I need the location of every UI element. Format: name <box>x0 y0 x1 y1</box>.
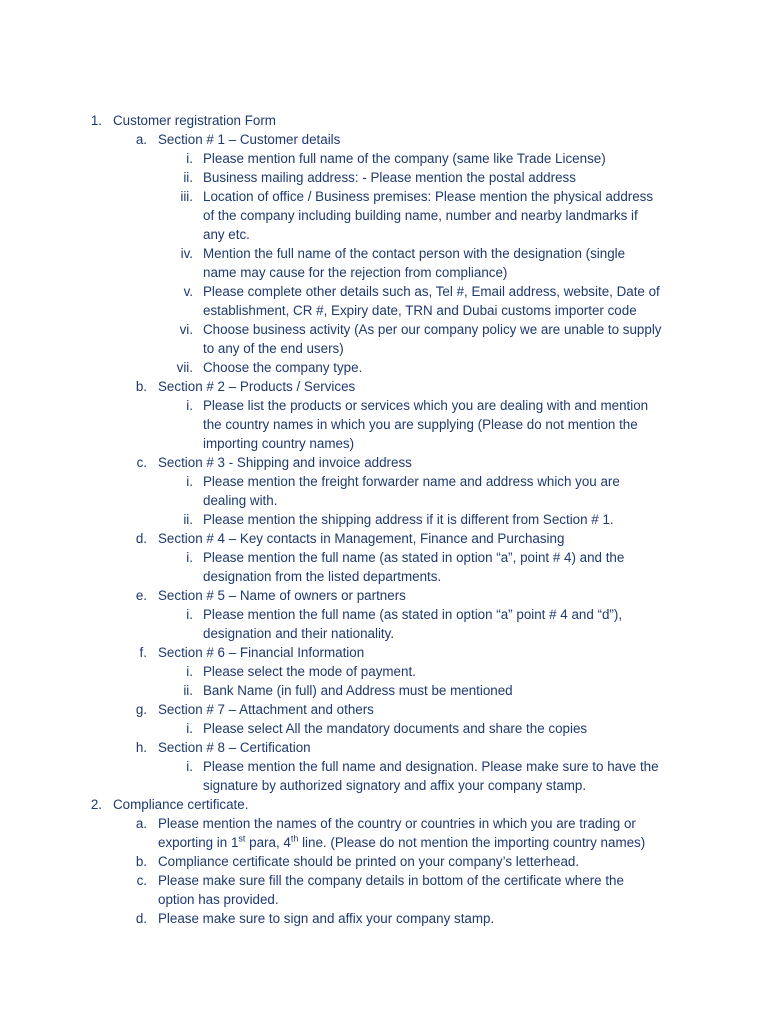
list-marker: 2. <box>90 797 102 812</box>
list-marker: iv. <box>180 246 193 261</box>
list-marker: i. <box>186 398 193 413</box>
list-item <box>0 814 768 833</box>
list-item <box>0 130 768 149</box>
list-marker: iii. <box>180 189 193 204</box>
list-item-text: designation from the listed departments. <box>203 569 442 584</box>
list-marker: i. <box>186 474 193 489</box>
list-marker: vi. <box>179 322 193 337</box>
list-item-text: Customer registration Form <box>113 113 276 128</box>
list-marker: b. <box>135 379 147 394</box>
list-item <box>0 396 768 415</box>
list-item-text: Section # 1 – Customer details <box>158 132 341 147</box>
list-item-text: Business mailing address: - Please mention the postal address <box>203 170 576 185</box>
list-item-text: importing country names) <box>203 436 355 451</box>
list-item <box>0 244 768 263</box>
list-item-text: Please mention the freight forwarder name and address which you are <box>203 474 620 489</box>
list-marker: i. <box>186 759 193 774</box>
list-marker: i. <box>186 664 193 679</box>
list-marker: ii. <box>183 512 193 527</box>
list-marker: a. <box>135 132 147 147</box>
list-marker: e. <box>135 588 147 603</box>
list-marker: a. <box>135 816 147 831</box>
list-item-text: designation and their nationality. <box>203 626 395 641</box>
list-item-text: Section # 4 – Key contacts in Management, Finance and Purchasing <box>158 531 565 546</box>
list-item-continuation <box>0 206 768 225</box>
list-item-text: Please list the products or services which you are dealing with and mention <box>203 398 649 413</box>
list-item-continuation <box>0 833 768 852</box>
list-item-text: Please mention the full name (as stated in option “a” point # 4 and “d”), <box>203 607 623 622</box>
list-item <box>0 377 768 396</box>
list-marker: i. <box>186 607 193 622</box>
list-item-continuation <box>0 263 768 282</box>
list-item-text: Please mention full name of the company (same like Trade License) <box>203 151 606 166</box>
list-item <box>0 187 768 206</box>
list-item <box>0 662 768 681</box>
list-item-continuation <box>0 624 768 643</box>
list-item-text: Please mention the names of the country or countries in which you are trading or <box>158 816 636 831</box>
list-item <box>0 719 768 738</box>
list-item <box>0 453 768 472</box>
list-item <box>0 700 768 719</box>
list-marker: g. <box>135 702 147 717</box>
list-marker: vii. <box>176 360 193 375</box>
list-item-continuation <box>0 415 768 434</box>
list-item <box>0 643 768 662</box>
list-item-text: Please make sure to sign and affix your company stamp. <box>158 911 495 926</box>
list-marker: ii. <box>183 683 193 698</box>
list-marker: d. <box>135 911 147 926</box>
list-item-text: of the company including building name, number and nearby landmarks if <box>203 208 638 223</box>
list-item <box>0 605 768 624</box>
list-item <box>0 529 768 548</box>
list-item <box>0 320 768 339</box>
list-marker: i. <box>186 721 193 736</box>
list-item-text: dealing with. <box>203 493 278 508</box>
list-item-continuation <box>0 491 768 510</box>
list-item-text: Bank Name (in full) and Address must be mentioned <box>203 683 513 698</box>
list-item <box>0 852 768 871</box>
list-item <box>0 871 768 890</box>
list-item-text: Section # 7 – Attachment and others <box>158 702 374 717</box>
list-item-text: exporting in 1st para, 4th line. (Please do not mention the importing country names) <box>158 833 646 850</box>
list-item-text: Compliance certificate should be printed on your company’s letterhead. <box>158 854 580 869</box>
list-item <box>0 168 768 187</box>
list-item-text: Choose business activity (As per our company policy we are unable to supply <box>203 322 662 337</box>
list-item-text: Choose the company type. <box>203 360 363 375</box>
list-item-text: Please select All the mandatory documents and share the copies <box>203 721 588 736</box>
list-item <box>0 149 768 168</box>
list-item <box>0 757 768 776</box>
list-item <box>0 738 768 757</box>
list-item <box>0 472 768 491</box>
list-item <box>0 111 768 130</box>
list-item-continuation <box>0 225 768 244</box>
list-item-text: option has provided. <box>158 892 279 907</box>
list-item-text: Please complete other details such as, Tel #, Email address, website, Date of <box>203 284 660 299</box>
list-item-text: Section # 6 – Financial Information <box>158 645 365 660</box>
list-item <box>0 681 768 700</box>
list-item-text: Please mention the full name (as stated in option “a”, point # 4) and the <box>203 550 625 565</box>
list-marker: b. <box>135 854 147 869</box>
list-item-continuation <box>0 301 768 320</box>
list-item <box>0 548 768 567</box>
list-marker: i. <box>186 550 193 565</box>
list-item <box>0 795 768 814</box>
list-marker: d. <box>135 531 147 546</box>
list-item-continuation <box>0 776 768 795</box>
list-item-text: establishment, CR #, Expiry date, TRN and Dubai customs importer code <box>203 303 637 318</box>
list-item-text: any etc. <box>203 227 250 242</box>
list-item <box>0 282 768 301</box>
list-item <box>0 358 768 377</box>
list-item-text: Mention the full name of the contact person with the designation (single <box>203 246 626 261</box>
list-item-text: Section # 3 - Shipping and invoice address <box>158 455 412 470</box>
instruction-list <box>0 111 768 928</box>
list-item-continuation <box>0 339 768 358</box>
list-marker: h. <box>135 740 147 755</box>
list-item-continuation <box>0 567 768 586</box>
list-item-continuation <box>0 434 768 453</box>
list-item-text: the country names in which you are supplying (Please do not mention the <box>203 417 638 432</box>
list-marker: 1. <box>90 113 102 128</box>
list-item-text: Section # 5 – Name of owners or partners <box>158 588 406 603</box>
list-item-text: Location of office / Business premises: Please mention the physical address <box>203 189 654 204</box>
list-item <box>0 586 768 605</box>
list-item-text: signature by authorized signatory and affix your company stamp. <box>203 778 587 793</box>
list-item-text: Compliance certificate. <box>113 797 249 812</box>
list-item-text: to any of the end users) <box>203 341 344 356</box>
list-marker: ii. <box>183 170 193 185</box>
list-item-continuation <box>0 890 768 909</box>
list-item-text: Please make sure fill the company details in bottom of the certificate where the <box>158 873 624 888</box>
list-item <box>0 909 768 928</box>
list-marker: v. <box>183 284 193 299</box>
list-marker: c. <box>136 873 147 888</box>
list-item-text: Please mention the shipping address if it is different from Section # 1. <box>203 512 614 527</box>
list-item-text: Please mention the full name and designation. Please make sure to have the <box>203 759 659 774</box>
list-marker: c. <box>136 455 147 470</box>
list-marker: i. <box>186 151 193 166</box>
list-item-text: Section # 2 – Products / Services <box>158 379 356 394</box>
list-item-text: name may cause for the rejection from compliance) <box>203 265 508 280</box>
list-marker: f. <box>139 645 147 660</box>
list-item-text: Section # 8 – Certification <box>158 740 311 755</box>
list-item <box>0 510 768 529</box>
list-item-text: Please select the mode of payment. <box>203 664 416 679</box>
